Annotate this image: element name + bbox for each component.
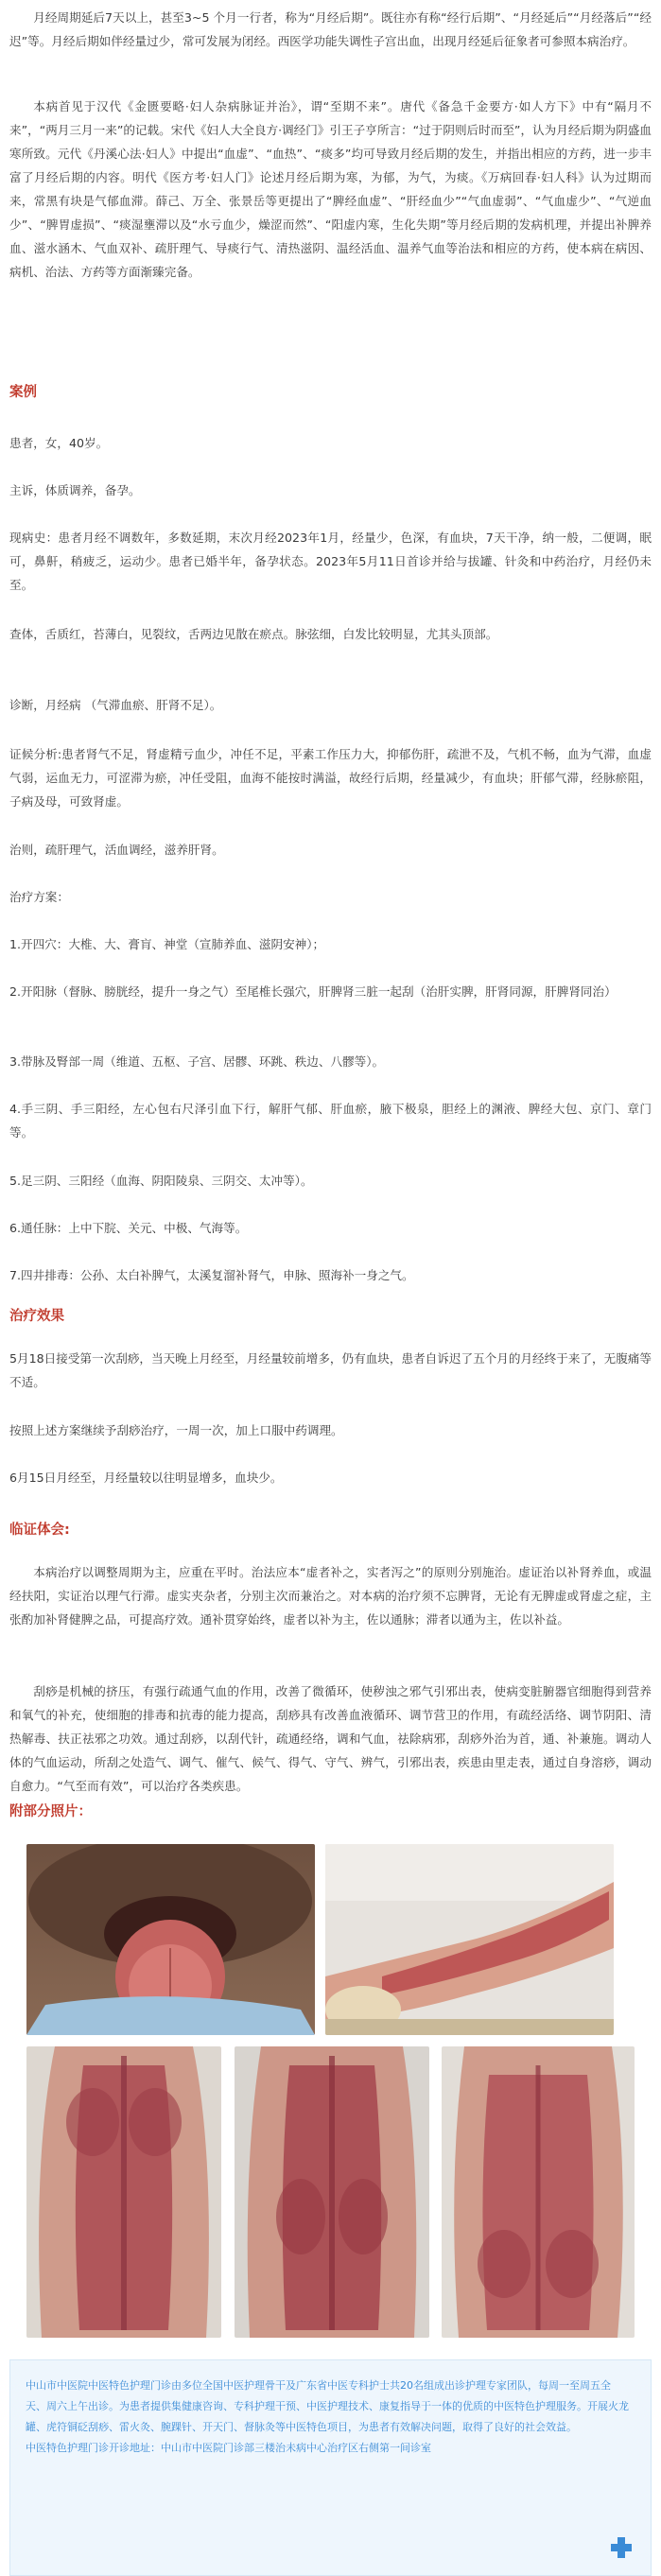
case-complaint: 主诉，体质调养，备孕。: [9, 483, 141, 497]
case-syndrome: 证候分析:患者肾气不足，肾虚精亏血少，冲任不足，平素工作压力大，抑郁伤肝，疏泄不及，气机不畅，血为气滞，血虚气弱，运血无力，可涩滞为瘀，冲任受阻，血海不能按时满溢，故经行后期，经量减少，有血块；肝郁气滞，经脉瘀阻，子病及母，可致肾虚。: [9, 747, 652, 809]
plan-step-7: 7.四井排毒：公孙、太白补脾气，太溪复溜补肾气，申脉、照海补一身之气。: [9, 1268, 414, 1282]
plan-title: 治疗方案：: [9, 890, 69, 904]
plan-step-2: 2.开阳脉（督脉、膀胱经，提升一身之气）至尾椎长强穴，肝脾肾三脏一起刮（治肝实脾，肝肾同源，肝脾肾同治）: [9, 984, 617, 999]
case-exam: 查体，舌质红，苔薄白，见裂纹，舌两边见散在瘀点。脉弦细，白发比较明显，尤其头顶部。: [9, 627, 498, 641]
nurse-cross-icon: [609, 2535, 634, 2564]
experience-paragraph-2: 刮痧是机械的挤压，有强行疏通气血的作用，改善了微循环，使秽浊之邪气引邪出表，使病变脏腑器官细胞得到营养和氧气的补充，使细胞的排毒和抗毒的能力提高，刮痧具有改善血液循环、调节营卫的作用，有疏经活络、调节阴阳、清热解毒、扶正祛邪之功效。通过刮痧，以刮代针，疏通经络，调和气血，祛除病邪，刮痧外治为首，通、补兼施。调动人体的气血运动，所刮之处造气、调气、催气、候气、得气、守气、辨气，引邪出表，疾患由里走表，通过自身溶痧，调动自愈力。“气至而有效”，可以治疗各类疾患。: [9, 1684, 652, 1793]
back-photo-2: [235, 2046, 429, 2338]
footer-text-1: 中山市中医院中医特色护理门诊由多位全国中医护理骨干及广东省中医专科护士共20名组成出诊护理专家团队，每周一至周五全天、周六上午出诊。为患者提供集健康咨询、专科护理干预、中医护理技术、康复指导于一体的优质的中医特色护理服务。开展火龙罐、虎符铜砭刮痧、雷火灸、腕踝针、开天门、督脉灸等中医特色项目，为患者有效解决问题，取得了良好的社会效益。: [26, 2379, 629, 2433]
effect-paragraph-3: 6月15日月经至，月经量较以往明显增多，血块少。: [9, 1471, 283, 1485]
case-patient: 患者，女，40岁。: [9, 436, 109, 450]
case-diagnosis: 诊断，月经病 （气滞血瘀、肝肾不足）。: [9, 698, 222, 712]
experience-paragraph-1: 本病治疗以调整周期为主，应重在平时。治法应本“虚者补之，实者泻之”的原则分别施治。虚证治以补肾养血，或温经扶阳，实证治以理气行滞。虚实夹杂者，分别主次而兼治之。对本病的治疗须不忘脾肾，无论有无脾虚或肾虚之症，主张酌加补肾健脾之品，可提高疗效。通补贯穿始终，虚者以补为主，佐以通脉；滞者以通为主，佐以补益。: [9, 1565, 652, 1627]
plan-step-4: 4.手三阴、手三阳经，左心包右尺泽引血下行，解肝气郁、肝血瘀，腋下极泉，胆经上的渊液、脾经大包、京门、章门等。: [9, 1102, 652, 1140]
case-principle: 治则，疏肝理气，活血调经，滋养肝肾。: [9, 843, 224, 857]
plan-step-3: 3.带脉及腎部一周（维道、五枢、子宫、居髎、环跳、秩边、八髎等）。: [9, 1054, 385, 1069]
effect-paragraph-2: 按照上述方案继续予刮痧治疗，一周一次，加上口服中药调理。: [9, 1423, 343, 1437]
footer-text-2: 中医特色护理门诊开诊地址：中山市中医院门诊部三楼治未病中心治疗区右侧第一间诊室: [26, 2442, 431, 2454]
intro-paragraph-1: 月经周期延后7天以上，甚至3~5 个月一行者，称为“月经后期”。既往亦有称“经行后期”、“月经延后”“月经落后”“经迟”等。月经后期如伴经量过少，常可发展为闭经。西医学功能失调性子宫出血，出现月经延后征象者可参照本病治疗。: [9, 10, 652, 48]
effect-paragraph-1: 5月18日接受第一次刮痧，当天晚上月经至，月经量较前增多，仍有血块，患者自诉迟了五个月的月经终于来了，无腹痛等不适。: [9, 1351, 652, 1389]
effect-heading: 治疗效果: [9, 1309, 64, 1324]
tongue-photo: [26, 1844, 315, 2035]
back-photo-3: [442, 2046, 635, 2338]
plan-step-1: 1.开四穴：大椎、大、膏肓、神堂（宣肺养血、滋阴安神）；: [9, 937, 325, 951]
footer-info-box: [9, 2359, 652, 2576]
plan-step-6: 6.通任脉：上中下脘、关元、中极、气海等。: [9, 1221, 248, 1235]
intro-paragraph-2: 本病首见于汉代《金匮要略·妇人杂病脉证并治》，谓“至期不来”。唐代《备急千金要方·如人方下》中有“隔月不来”，“两月三月一来”的记载。宋代《妇人大全良方·调经门》引王子亨所言：“过于阴则后时而至”，认为月经后期为阴盛血寒所致。元代《丹溪心法·妇人》中提出“血虚”、“血热”、“痰多”均可导致月经后期的发生，并指出相应的方药，进一步丰富了月经后期的内容。明代《医方考·妇人门》论述月经后期为寒，为郁，为气，为痰。《万病回春·妇人科》认为过期而来，常黑有块是气郁血滞。薛己、万全、张景岳等更提出了“脾经血虚”、“肝经血少”“气血虚弱”、“气血虚少”、“气逆血少”、“脾胃虚损”、“痰湿壅滞以及“水亏血少，燥涩而然”、“阳虚内寒，生化失期”等月经后期的发病机理，并提出补脾养血、滋水涵木、气血双补、疏肝理气、导痰行气、清热滋阴、温经活血、温养气血等治法和相应的方药，使本病在病因、病机、治法、方药等方面渐臻完备。: [9, 99, 652, 279]
back-photo-1: [26, 2046, 221, 2338]
arm-photo: [325, 1844, 614, 2035]
footer-description: [26, 2376, 631, 2459]
experience-heading: 临证体会:: [9, 1523, 70, 1538]
case-history: 现病史：患者月经不调数年，多数延期，末次月经2023年1月，经量少，色深，有血块，7天干净，纳一般，二便调，眠可，鼻鼾，稍疲乏，运动少。患者已婚半年，备孕状态。2023年5月11日首诊并给与拔罐、针灸和中药治疗，月经仍未至。: [9, 531, 652, 592]
plan-step-5: 5.足三阴、三阳经（血海、阴阳陵泉、三阴交、太冲等）。: [9, 1174, 313, 1188]
case-heading: 案例: [9, 385, 37, 400]
photos-heading: 附部分照片：: [9, 1804, 92, 1819]
